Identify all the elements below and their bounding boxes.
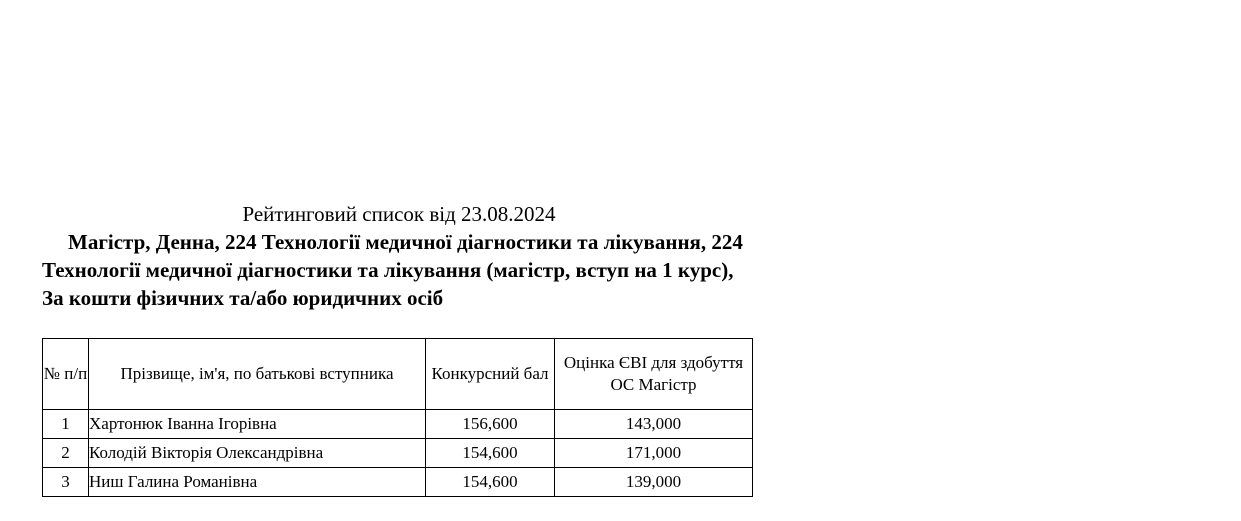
row-evi: 143,000 [555, 410, 753, 439]
row-name: Хартонюк Іванна Ігорівна [89, 410, 426, 439]
rating-table [42, 338, 753, 497]
header-score: Конкурсний бал [426, 339, 555, 410]
table-row [43, 439, 753, 468]
row-num: 1 [43, 410, 89, 439]
document-subtitle: Магістр, Денна, 224 Технології медичної діагностики та лікування, 224 Технології медичної діагностики та лікування (магістр, вступ на 1 курс), За кошти фізичних та/або юридичних осіб [42, 230, 743, 310]
row-num: 3 [43, 468, 89, 497]
table-row [43, 468, 753, 497]
row-score: 154,600 [426, 439, 555, 468]
row-score: 156,600 [426, 410, 555, 439]
row-evi: 139,000 [555, 468, 753, 497]
row-evi: 171,000 [555, 439, 753, 468]
header-num: № п/п [43, 339, 89, 410]
header-name: Прізвище, ім'я, по батькові вступника [89, 339, 426, 410]
table-row [43, 410, 753, 439]
row-num: 2 [43, 439, 89, 468]
header-evi: Оцінка ЄВІ для здобуття ОС Магістр [555, 339, 753, 410]
row-name: Ниш Галина Романівна [89, 468, 426, 497]
table-header-row [43, 339, 753, 410]
row-name: Колодій Вікторія Олександрівна [89, 439, 426, 468]
document-title: Рейтинговий список від 23.08.2024 [242, 202, 556, 226]
row-score: 154,600 [426, 468, 555, 497]
